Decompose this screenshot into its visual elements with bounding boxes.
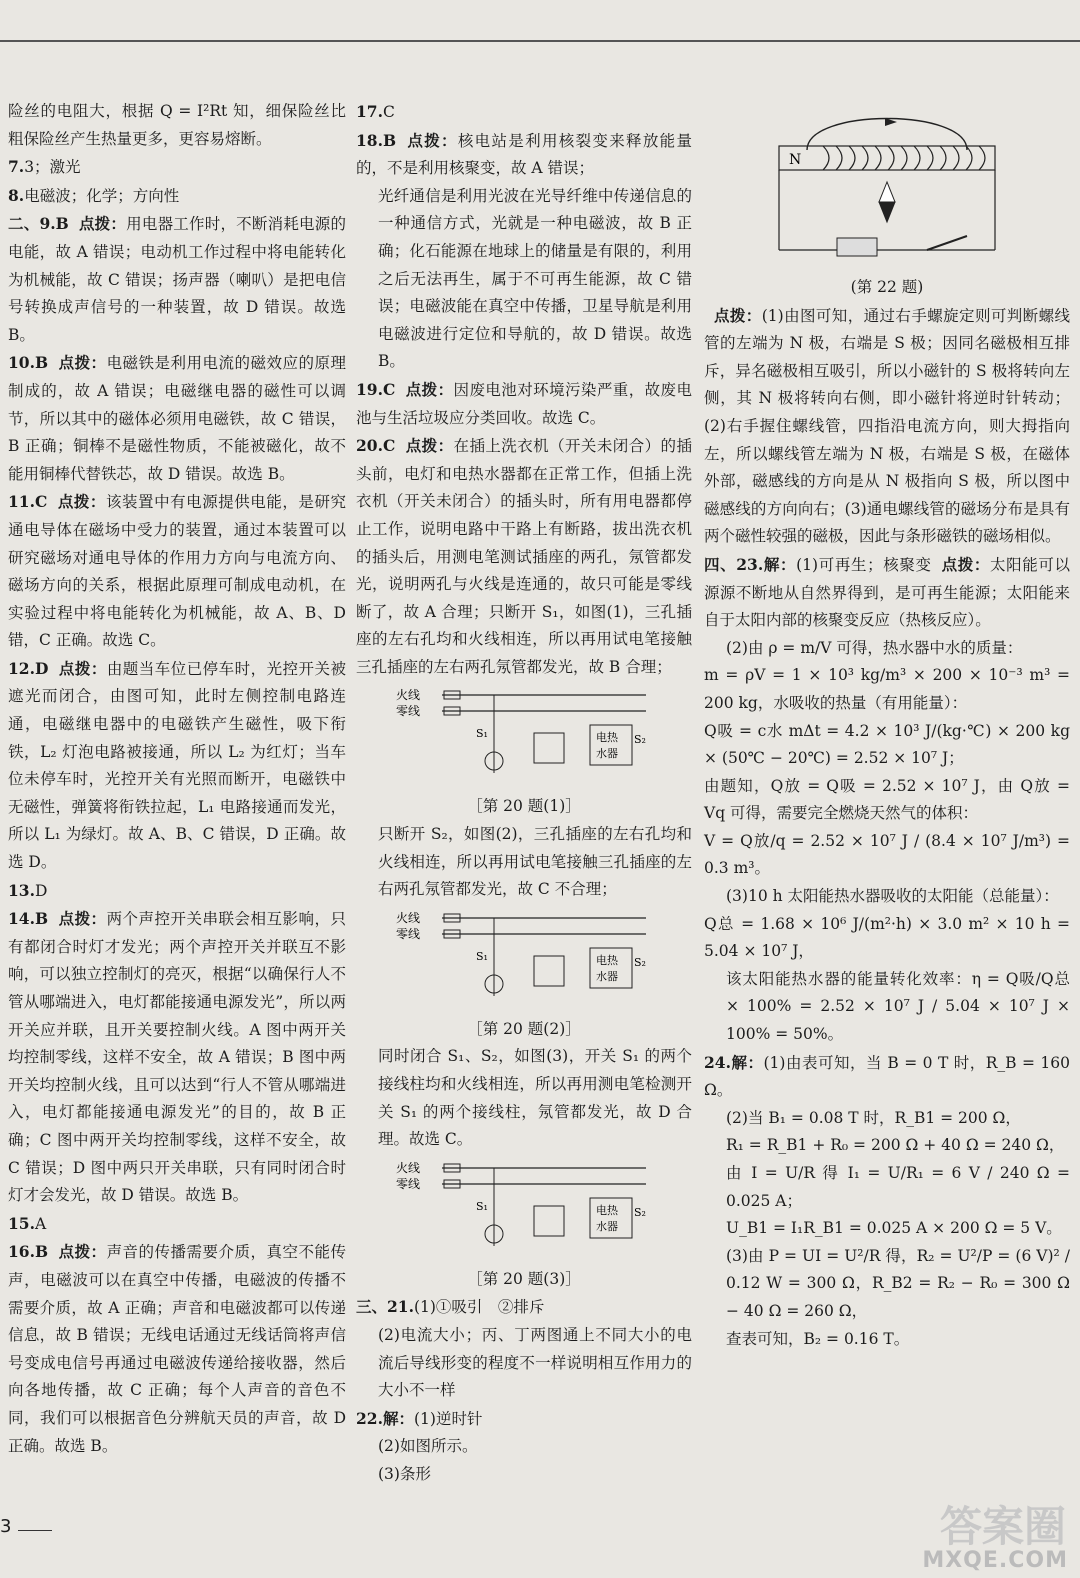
item-text: 光纤通信是利用光波在光导纤维中传递信息的一种通信方式，光就是一种电磁波，故 B 正确；化石能源在地球上的储量是有限的，利用之后无法再生，属于不可再生能源，故 C 错误；电磁波能在真空中传播，卫星导航是利用电磁波进行定位和导航的，故 D 错误。故选 B。 xyxy=(378,186,692,371)
item-number: 12. xyxy=(8,658,35,678)
item-text: 该太阳能热水器的能量转化效率：η = Q吸/Q总 × 100% = 2.52 × 10⁷ J / 5.04 × 10⁷ J × 100% = 50%。 xyxy=(726,969,1070,1044)
coil-turn xyxy=(836,146,842,170)
item-text: D xyxy=(34,881,48,900)
compass-needle-s xyxy=(879,202,895,222)
col1-item xyxy=(8,98,346,153)
col3-item xyxy=(704,1243,1070,1326)
item-text: (3)由 P = UI = U²/R 得，R₂ = U²/P = (6 V)² / 0.12 W = 300 Ω，R_B2 = R₂ − R₀ = 300 Ω − 40 Ω = 260 Ω， xyxy=(726,1246,1070,1320)
item-number: 20. xyxy=(356,436,383,456)
item-text: 电磁波；化学；方向性 xyxy=(24,186,180,205)
item-text: 该装置中有电源提供电能，是研究通电导体在磁场中受力的装置，通过本装置可以研究磁场对通电导体的作用力方向与电流方向、磁场方向的关系，根据此原理可制成电动机，在实验过程中将电能转化为机械能，故 A、B、D 错，C 正确。故选 C。 xyxy=(8,493,346,650)
top-rule xyxy=(0,40,1080,42)
item-number: 8. xyxy=(8,185,25,205)
item-text: (1)逆时针 xyxy=(413,1409,483,1428)
col3-item xyxy=(704,911,1070,966)
item-text: (1)由图可知，通过右手螺旋定则可判断螺线管的左端为 N 极，右端是 S 极；因同名磁极相互排斥，异名磁极相互吸引，所以小磁针的 S 极将转向左侧，其 N 极将转向右侧，即小磁针将逆时针转动；(2)右手握住螺线管，四指沿电流方向，则大拇指向左，所以螺线管左端为 N 极，右端是 S 极，在磁体外部，磁感线的方向是从 N 极指向 S 极，所以图中磁感线的方向向右；(3)通电螺线管的磁场分布是具有两个磁性较强的磁极，因此与条形磁铁的磁场相似。 xyxy=(704,306,1070,546)
battery xyxy=(837,238,877,256)
item-hint-label: 点拨： xyxy=(57,492,106,512)
coil-turn xyxy=(953,146,959,170)
col2-item xyxy=(356,432,692,681)
col1-item xyxy=(8,1238,346,1460)
item-text: (1)①吸引 ②排斥 xyxy=(413,1298,545,1317)
water-heater-label-1: 电热 xyxy=(596,1203,618,1217)
col2-item xyxy=(356,1293,692,1322)
col2-text-b: 只断开 S₂，如图(2)，三孔插座的左右孔均和火线相连，所以再用试电笔接触三孔插座的左右两孔氖管都发光，故 C 不合理； xyxy=(378,825,692,899)
item-number: 19. xyxy=(356,379,383,399)
column-2 xyxy=(356,98,692,1489)
item-text: 电磁铁是利用电流的磁效应的原理制成的，故 A 错误；电磁继电器的磁性可以调节，所以其中的磁体必须用电磁铁，故 C 错误，B 正确；铜棒不是磁性物质，不能被磁化，故不能用铜棒代替铁芯，故 D 错误。故选 B。 xyxy=(8,354,346,483)
col2-items-a xyxy=(356,98,692,681)
item-number: 13. xyxy=(8,880,35,900)
col3-paragraphs xyxy=(704,302,1070,1354)
item-answer: B xyxy=(55,214,69,234)
item-text: (1)由表可知，当 B = 0 T 时，R_B = 160 Ω。 xyxy=(704,1053,1070,1100)
s1-label: S₁ xyxy=(476,949,488,963)
item-text: (3)条形 xyxy=(378,1464,431,1483)
item-answer: C xyxy=(382,436,396,456)
col3-item xyxy=(704,662,1070,717)
item-number: 7. xyxy=(8,157,25,177)
coil-turn xyxy=(901,146,907,170)
col2-item xyxy=(356,127,692,183)
item-text: 用电器工作时，不断消耗电源的电能，故 A 错误；电动机工作过程中将电能转化为机械能，故 C 错误；扬声器（喇叭）是把电信号转换成声信号的一种装置，故 D 错误。故选 B。 xyxy=(8,215,346,344)
coil-turn xyxy=(888,146,894,170)
item-number: 11. xyxy=(8,492,35,512)
item-hint-label: 点拨： xyxy=(714,305,762,325)
item-text: 由题当车位已停车时，光控开关被遮光而闭合，由图可知，此时左侧控制电路连通，电磁继电器中的电磁铁产生磁性，吸下衔铁，L₂ 灯泡电路被接通，所以 L₂ 为红灯；当车位未停车时，光控开关有光照而断开，电磁铁中无磁性，弹簧将衔铁拉起，L₁ 电路接通而发光，所以 L₁ 为绿灯。故 A、B、C 错误，D 正确。故选 D。 xyxy=(8,659,346,872)
circuit-figure-3 xyxy=(394,1158,654,1262)
s1-label: S₁ xyxy=(476,1199,488,1213)
water-heater-label-1: 电热 xyxy=(596,953,618,967)
fig20-1-caption: ［第 20 题(1)］ xyxy=(467,797,581,816)
page-number: 3 xyxy=(0,1516,12,1537)
item-number: 三、21. xyxy=(356,1297,414,1317)
watermark-logo: 答案圈 xyxy=(939,1502,1066,1551)
col3-item xyxy=(704,1215,1070,1243)
col2-item xyxy=(356,98,692,127)
item-text: m = ρV = 1 × 10³ kg/m³ × 200 × 10⁻³ m³ = 200 kg，水吸收的热量（有用能量）： xyxy=(704,666,1070,712)
socket xyxy=(534,1206,564,1236)
col1-item xyxy=(8,349,346,488)
col3-item xyxy=(704,551,1070,635)
neutral-wire-label: 零线 xyxy=(396,926,421,941)
col3-item xyxy=(704,302,1070,551)
col3-item xyxy=(704,828,1070,883)
item-number: 16. xyxy=(8,1242,35,1262)
col2-item xyxy=(356,183,692,376)
item-answer: C xyxy=(34,492,48,512)
item-hint-label: 点拨： xyxy=(58,909,107,929)
item-text: 险丝的电阻大，根据 Q = I²Rt 知，细保险丝比粗保险丝产生热量更多，更容易熔断。 xyxy=(8,102,346,148)
item-text: (2)如图所示。 xyxy=(378,1437,478,1456)
col3-item xyxy=(704,1132,1070,1160)
solenoid-core xyxy=(779,146,995,170)
col1-item xyxy=(8,905,346,1210)
item-text: Q吸 = c水 mΔt = 4.2 × 10³ J/(kg·℃) × 200 kg × (50℃ − 20℃) = 2.52 × 10⁷ J； xyxy=(704,721,1070,768)
s1-label: S₁ xyxy=(476,727,488,741)
item-hint-label: 点拨： xyxy=(406,130,458,150)
live-wire-label: 火线 xyxy=(396,1160,421,1175)
item-text: 声音的传播需要介质，真空不能传声，电磁波可以在真空中传播，电磁波的传播不需要介质，故 A 正确；声音和电磁波都可以传递信息，故 B 错误；无线电话通过无线话筒将声信号变成电信号再通过电磁波传递给接收器，然后向各地传播，故 C 正确；每个人声音的音色不同，我们可以根据音色分辨航天员的声音，故 D 正确。故选 B。 xyxy=(8,1243,346,1455)
item-text: Q总 = 1.68 × 10⁶ J/(m²·h) × 3.0 m² × 10 h = 5.04 × 10⁷ J， xyxy=(704,914,1070,961)
item-number: 10. xyxy=(8,353,35,373)
coil-turn xyxy=(927,146,933,170)
col1-item xyxy=(8,182,346,211)
item-text: 两个声控开关串联会相互影响，只有都闭合时灯才发光；两个声控开关并联互不影响，可以独立控制灯的亮灭，根据“以确保行人不管从哪端进入，电灯都能接通电源发光”，所以两开关应并联，且开关要控制火线。A 图中两开关均控制零线，这样不安全，故 A 错误；B 图中两开关均控制火线，且可以达到“行人不管从哪端进入，电灯都能接通电源发光”的目的，故 B 正确；C 图中两开关均控制零线，这样不安全，故 C 错误；D 图中两只开关串联，只有同时闭合时灯才会发光，故 D 错误。故选 B。 xyxy=(8,910,346,1205)
item-text: (2)由 ρ = m/V 可得，热水器中水的质量： xyxy=(726,638,1023,657)
col3-item xyxy=(704,1326,1070,1354)
item-text: R₁ = R_B1 + R₀ = 200 Ω + 40 Ω = 240 Ω， xyxy=(726,1136,1065,1155)
item-text: A xyxy=(34,1214,47,1233)
water-heater-label-2: 水器 xyxy=(596,969,618,983)
item-solution-label: 解： xyxy=(763,554,797,574)
item-text: 太阳能可以源源不断地从自然界得到，是可再生能源；太阳能来自于太阳内部的核聚变反应（热核反应）。 xyxy=(704,555,1070,630)
page-number-rule xyxy=(18,1530,52,1531)
coil-turn xyxy=(940,146,946,170)
water-heater-label-1: 电热 xyxy=(596,731,618,745)
item-text: 核电站是利用核裂变来释放能量的，不是利用核聚变，故 A 错误； xyxy=(356,131,692,178)
item-answer: B xyxy=(34,909,49,929)
item-answer: B xyxy=(34,353,49,373)
s2-label: S₂ xyxy=(634,1205,646,1219)
col3-item xyxy=(704,635,1070,663)
item-text: (2)电流大小；丙、丁两图通上不同大小的电流后导线形变的程度不一样说明相互作用力的大小不一样 xyxy=(378,1326,692,1400)
col1-item xyxy=(8,488,346,655)
item-number: 四、23. xyxy=(704,554,764,574)
col1-item xyxy=(8,1210,346,1239)
col2-item xyxy=(356,1405,692,1434)
circuit-figure-2 xyxy=(394,908,654,1012)
item-answer: D xyxy=(34,658,49,678)
col3-item xyxy=(704,773,1070,828)
watermark-site: MXQE.COM xyxy=(922,1548,1068,1573)
item-hint-label: 点拨： xyxy=(405,379,454,399)
item-hint-label: 点拨： xyxy=(58,658,107,678)
item-number: 17. xyxy=(356,102,383,121)
item-answer: C xyxy=(382,379,396,399)
coil-turn xyxy=(823,146,829,170)
coil-turn xyxy=(914,146,920,170)
item-text: V = Q放/q = 2.52 × 10⁷ J / (8.4 × 10⁷ J/m³) = 0.3 m³。 xyxy=(704,831,1070,878)
col1-item xyxy=(8,153,346,182)
item-hint-label: 点拨： xyxy=(941,554,990,574)
fig22-caption: (第 22 题) xyxy=(850,278,924,296)
coil-turn xyxy=(979,146,985,170)
coil-turn xyxy=(862,146,868,170)
item-number: 14. xyxy=(8,909,35,929)
item-hint-label: 点拨： xyxy=(78,214,127,234)
neutral-wire-label: 零线 xyxy=(396,1176,421,1191)
compass-needle-n xyxy=(879,182,895,202)
item-text: U_B1 = I₁R_B1 = 0.025 A × 200 Ω = 5 V。 xyxy=(726,1219,1062,1238)
col1-item xyxy=(8,655,346,877)
col3-item xyxy=(704,966,1070,1049)
col3-item xyxy=(704,1049,1070,1105)
item-number: 22. xyxy=(356,1408,383,1428)
col3-item xyxy=(704,883,1070,911)
item-hint-label: 点拨： xyxy=(58,353,107,373)
col2-item xyxy=(356,1461,692,1489)
col3-item xyxy=(704,1160,1070,1215)
coil-turns xyxy=(823,146,985,170)
item-text: 由 I = U/R 得 I₁ = U/R₁ = 6 V / 240 Ω = 0.025 A； xyxy=(726,1164,1070,1210)
item-text: C xyxy=(382,103,395,121)
col3-item xyxy=(704,1105,1070,1133)
solenoid-n-label: N xyxy=(789,152,802,168)
fig20-2-caption: ［第 20 题(2)］ xyxy=(467,1019,581,1038)
col1-item xyxy=(8,877,346,906)
socket xyxy=(534,733,564,763)
item-text: (2)当 B₁ = 0.08 T 时，R_B1 = 200 Ω， xyxy=(726,1108,1021,1127)
fig20-3-caption: ［第 20 题(3)］ xyxy=(467,1269,581,1288)
item-hint-label: 点拨： xyxy=(58,1242,107,1262)
water-heater-label-2: 水器 xyxy=(596,747,618,761)
item-number: 二、9. xyxy=(8,214,56,234)
item-solution-label: 解： xyxy=(730,1052,764,1072)
item-answer: B xyxy=(34,1242,49,1262)
item-text: (3)10 h 太阳能热水器吸收的太阳能（总能量）： xyxy=(726,887,1059,906)
item-text: 查表可知，B₂ = 0.16 T。 xyxy=(726,1329,910,1348)
neutral-wire-label: 零线 xyxy=(396,704,421,719)
item-number: 24. xyxy=(704,1052,731,1072)
circuit-figure-1 xyxy=(394,685,654,789)
col1-item xyxy=(8,210,346,349)
col3-item xyxy=(704,718,1070,773)
col2-item xyxy=(356,1322,692,1405)
s2-label: S₂ xyxy=(634,733,646,747)
item-text: 因废电池对环境污染严重，故废电池与生活垃圾应分类回收。故选 C。 xyxy=(356,380,692,427)
column-1 xyxy=(8,98,346,1460)
col2-text-c: 同时闭合 S₁、S₂，如图(3)，开关 S₁ 的两个接线柱均和火线相连，所以再用测电笔检测开关 S₁ 的两个接线柱，氖管都发光，故 D 合理。故选 C。 xyxy=(378,1047,692,1149)
item-number: 15. xyxy=(8,1213,35,1233)
col2-items-d xyxy=(356,1293,692,1488)
item-solution-label: 解： xyxy=(382,1408,414,1428)
item-text: 由题知，Q放 = Q吸 = 2.52 × 10⁷ J，由 Q放 = Vq 可得，需要完全燃烧天然气的体积： xyxy=(704,776,1070,823)
s2-label: S₂ xyxy=(634,955,646,969)
item-text: 在插上洗衣机（开关未闭合）的插头前，电灯和电热水器都在正常工作，但插上洗衣机（开关未闭合）的插头时，所有用电器都停止工作，说明电路中干路上有断路，拔出洗衣机的插头后，用测电笔测试插座的两孔，氖管都发光，说明两孔与火线是连通的，故只可能是零线断了，故 A 合理；只断开 S₁，如图(1)，三孔插座的左右孔均和火线相连，所以再用试电笔接触三孔插座的左右两孔氖管都发光，故 B 合理； xyxy=(356,437,692,676)
live-wire-label: 火线 xyxy=(396,688,421,703)
item-hint-label: 点拨： xyxy=(405,436,454,456)
switch-arm xyxy=(927,236,967,250)
col2-item xyxy=(356,376,692,432)
item-text: (1)可再生；核聚变 xyxy=(796,555,932,574)
coil-turn xyxy=(849,146,855,170)
live-wire-label: 火线 xyxy=(396,910,421,925)
col2-item xyxy=(356,1433,692,1461)
water-heater-label-2: 水器 xyxy=(596,1219,618,1233)
coil-turn xyxy=(875,146,881,170)
item-number: 18. xyxy=(356,130,383,150)
item-answer: B xyxy=(382,130,397,150)
item-text: 3；激光 xyxy=(24,158,81,177)
solenoid-figure xyxy=(767,110,1007,270)
column-3 xyxy=(704,106,1070,1353)
socket xyxy=(534,956,564,986)
